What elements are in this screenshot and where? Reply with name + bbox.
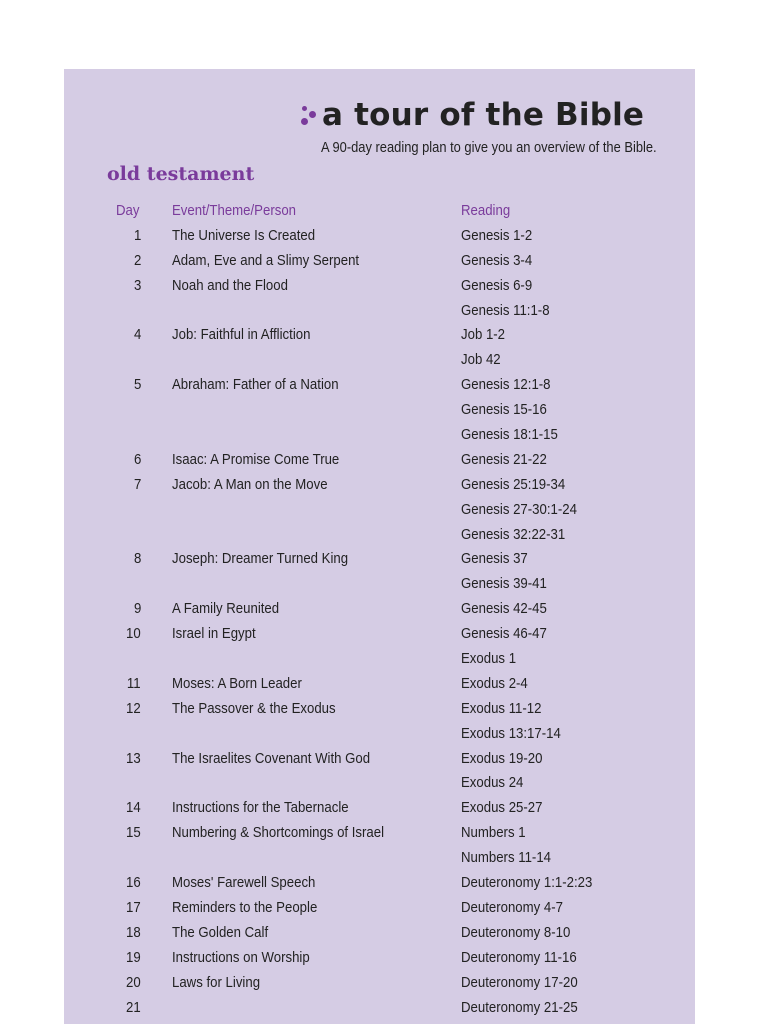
event-cell: Adam, Eve and a Slimy Serpent [172,251,360,269]
reading-cell: Exodus 24 [461,774,524,792]
reading-cell: Deuteronomy 1:1-2:23 [461,874,593,892]
day-cell: 13 [126,749,141,767]
day-cell: 6 [133,450,141,468]
table-row [64,821,695,846]
day-cell: 7 [133,475,141,493]
table-row [64,373,695,398]
table-row [64,448,695,473]
table-row [64,473,695,498]
event-cell: Abraham: Father of a Nation [172,376,339,394]
day-cell: 1 [133,226,141,244]
reading-cell: Exodus 1 [461,650,517,668]
table-row [64,672,695,697]
table-row [64,597,695,622]
event-cell: The Golden Calf [172,923,269,941]
event-cell: Numbering & Shortcomings of Israel [172,824,385,842]
table-row [64,249,695,274]
reading-cell: Genesis 46-47 [461,625,547,643]
reading-cell: Exodus 19-20 [461,749,543,767]
event-cell: Reminders to the People [172,898,318,916]
reading-cell: Genesis 11:1-8 [461,301,550,319]
table-row [64,547,695,572]
three-dots-bullet-icon [300,102,318,128]
page-subtitle: A 90-day reading plan to give you an overview of the Bible. [321,139,657,156]
reading-cell: Genesis 3-4 [461,251,533,269]
column-header-day: Day [116,202,140,219]
event-cell: Isaac: A Promise Come True [172,450,340,468]
event-cell: Jacob: A Man on the Move [172,475,328,493]
table-row [64,299,695,324]
day-cell: 10 [126,625,141,643]
column-header-reading: Reading [461,202,511,219]
table-row [64,996,695,1021]
table-row [64,722,695,747]
event-cell: Instructions on Worship [172,948,310,966]
reading-cell: Exodus 13:17-14 [461,724,561,742]
event-cell: Joseph: Dreamer Turned King [172,550,349,568]
table-row [64,498,695,523]
event-cell: The Universe Is Created [172,226,316,244]
reading-cell: Genesis 32:22-31 [461,525,566,543]
reading-cell: Genesis 39-41 [461,575,547,593]
day-cell: 15 [126,824,141,842]
table-row [64,647,695,672]
reading-cell: Exodus 25-27 [461,799,543,817]
title-row [300,97,644,133]
reading-plan-sheet [64,69,695,1024]
event-cell: Noah and the Flood [172,276,288,294]
day-cell: 2 [133,251,141,269]
event-cell: A Family Reunited [172,600,280,618]
reading-cell: Exodus 11-12 [461,699,542,717]
table-row [64,423,695,448]
table-header-row [64,199,695,224]
table-row [64,274,695,299]
day-cell: 16 [126,874,141,892]
page-title: a tour of the Bible [322,97,645,133]
reading-cell: Genesis 42-45 [461,600,547,618]
table-row [64,323,695,348]
reading-cell: Numbers 11-14 [461,849,552,867]
section-heading: old testament [107,163,255,185]
reading-cell: Deuteronomy 4-7 [461,898,563,916]
day-cell: 9 [133,600,141,618]
table-row [64,921,695,946]
day-cell: 20 [126,973,141,991]
reading-cell: Genesis 18:1-15 [461,426,558,444]
column-header-event: Event/Theme/Person [172,202,296,219]
day-cell: 11 [127,674,141,692]
table-row [64,796,695,821]
day-cell: 14 [126,799,141,817]
reading-cell: Job 1-2 [461,326,506,344]
event-cell: Laws for Living [172,973,261,991]
day-cell: 8 [133,550,141,568]
reading-cell: Deuteronomy 11-16 [461,948,577,966]
reading-cell: Genesis 27-30:1-24 [461,500,577,518]
table-row [64,747,695,772]
day-cell: 4 [133,326,141,344]
day-cell: 17 [126,898,141,916]
reading-cell: Genesis 37 [461,550,528,568]
event-cell: The Israelites Covenant With God [172,749,371,767]
reading-cell: Job 42 [461,351,501,369]
table-row [64,896,695,921]
table-row [64,398,695,423]
reading-cell: Numbers 1 [461,824,526,842]
reading-cell: Genesis 12:1-8 [461,376,551,394]
reading-cell: Deuteronomy 21-25 [461,998,578,1016]
event-cell: Israel in Egypt [172,625,256,643]
reading-cell: Deuteronomy 17-20 [461,973,578,991]
table-row [64,971,695,996]
table-row [64,224,695,249]
day-cell: 12 [126,699,141,717]
table-row [64,572,695,597]
day-cell: 5 [133,376,141,394]
event-cell: Moses' Farewell Speech [172,874,316,892]
day-cell: 3 [133,276,141,294]
day-cell: 18 [126,923,141,941]
reading-cell: Genesis 25:19-34 [461,475,566,493]
table-row [64,771,695,796]
day-cell: 21 [126,998,141,1016]
reading-cell: Genesis 6-9 [461,276,533,294]
reading-cell: Genesis 1-2 [461,226,533,244]
reading-cell: Deuteronomy 8-10 [461,923,571,941]
event-cell: Moses: A Born Leader [172,674,302,692]
table-row [64,697,695,722]
day-cell: 19 [126,948,141,966]
reading-cell: Genesis 15-16 [461,401,547,419]
table-row [64,871,695,896]
table-row [64,846,695,871]
event-cell: The Passover & the Exodus [172,699,336,717]
table-row [64,622,695,647]
event-cell: Instructions for the Tabernacle [172,799,349,817]
event-cell: Job: Faithful in Affliction [172,326,311,344]
reading-cell: Genesis 21-22 [461,450,547,468]
table-row [64,348,695,373]
reading-cell: Exodus 2-4 [461,674,528,692]
table-row [64,523,695,548]
reading-plan-table [64,199,695,1020]
table-row [64,946,695,971]
